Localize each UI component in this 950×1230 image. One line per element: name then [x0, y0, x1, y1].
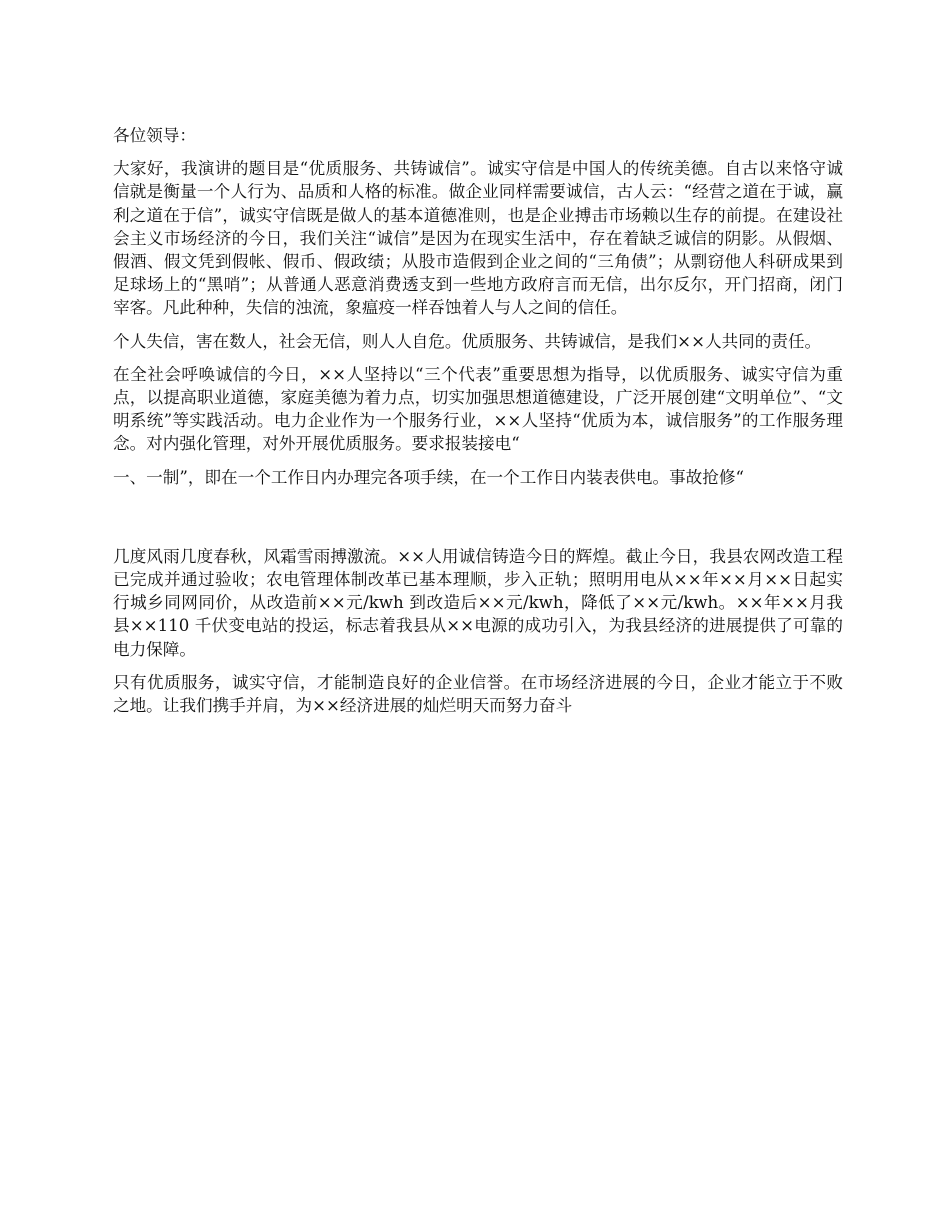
paragraph-responsibility: 个人失信，害在数人，社会无信，则人人自危。优质服务、共铸诚信，是我们××人共同的责任。 [113, 331, 822, 351]
blank-gap [113, 499, 843, 545]
paragraph-one-system: 一、一制”，即在一个工作日内办理完各项手续，在一个工作日内装表供电。事故抢修“ [113, 467, 744, 487]
salutation: 各位领导： [113, 126, 196, 145]
paragraph-intro: 大家好，我演讲的题目是“优质服务、共铸诚信”。诚实守信是中国人的传统美德。自古以来恪守诚信就是衡量一个人行为、品质和人格的标准。做企业同样需要诚信，古人云：“经营之道在于诚，赢利之道在于信”，诚实守信既是做人的基本道德准则，也是企业搏击市场赖以生存的前提。在建设社会主义市场经济的今日，我们关注“诚信”是因为在现实生活中，存在着缺乏诚信的阴影。从假烟、假酒、假文凭到假帐、假币、假政绩；从股市造假到企业之间的“三角债”；从剽窃他人科研成果到足球场上的“黑哨”；从普通人恶意消费透支到一些地方政府言而无信，出尔反尔，开门招商，闭门宰客。凡此种种，失信的浊流，象瘟疫一样吞蚀着人与人之间的信任。 [113, 159, 843, 318]
paragraph-achievements: 几度风雨几度春秋，风霜雪雨搏激流。××人用诚信铸造今日的辉煌。截止今日，我县农网改造工程已完成并通过验收；农电管理体制改革已基本理顺，步入正轨；照明用电从××年××月××日起实行城乡同网同价，从改造前××元/kwh 到改造后××元/kwh，降低了××元/kwh。××年××月我县××110 千伏变电站的投运，标志着我县从××电源的成功引入，为我县经济的进展提供了可靠的电力保障。 [113, 546, 843, 659]
document-body [113, 124, 843, 727]
paragraph-conclusion: 只有优质服务，诚实守信，才能制造良好的企业信誉。在市场经济进展的今日，企业才能立于不败之地。让我们携手并肩，为××经济进展的灿烂明天而努力奋斗 [113, 672, 843, 716]
paragraph-practice: 在全社会呼唤诚信的今日，××人坚持以“三个代表”重要思想为指导，以优质服务、诚实守信为重点，以提高职业道德，家庭美德为着力点，切实加强思想道德建设，广泛开展创建“文明单位”、“文明系统”等实践活动。电力企业作为一个服务行业，××人坚持“优质为本，诚信服务”的工作服务理念。对内强化管理，对外开展优质服务。要求报装接电“ [113, 364, 843, 454]
